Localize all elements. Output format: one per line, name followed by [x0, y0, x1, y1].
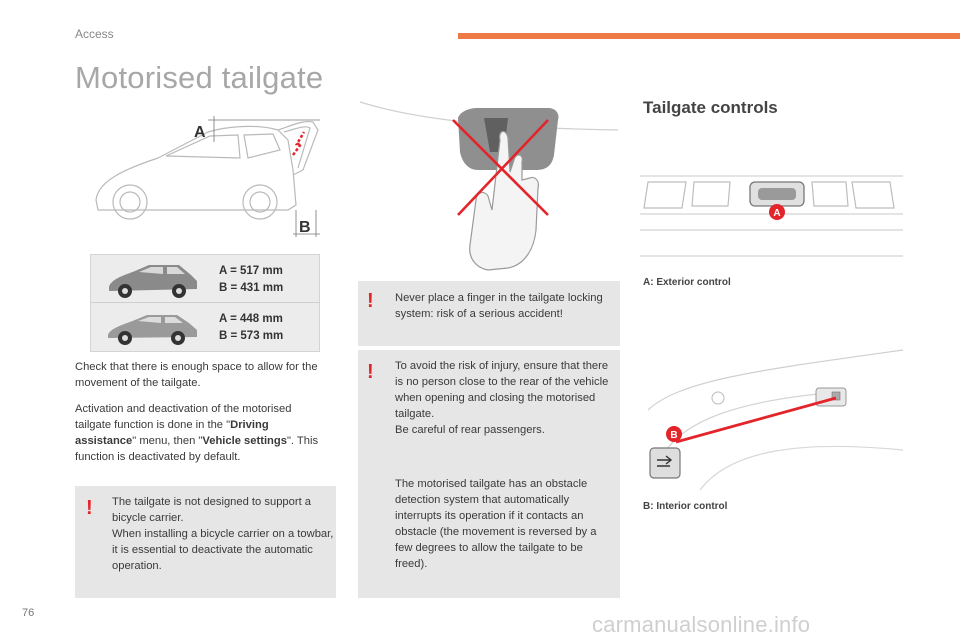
- menu-driving-assistance: Driving assistance: [75, 419, 269, 447]
- injury-warning-text: To avoid the risk of injury, ensure that there is no person close to the rear of the vehicle when opening and closing the motorised tailgate. Be careful of rear passengers.: [395, 360, 609, 436]
- exterior-control-caption: A: Exterior control: [643, 277, 731, 288]
- hand-in-latch-illustration: [358, 100, 620, 275]
- activation-instruction: [75, 401, 330, 465]
- finger-warning-text: Never place a finger in the tailgate locking system: risk of a serious accident!: [395, 292, 603, 320]
- suv-silhouette: [105, 261, 200, 301]
- marker-a: A: [773, 208, 781, 219]
- menu-vehicle-settings: Vehicle settings: [202, 435, 287, 447]
- section-label: Access: [75, 27, 114, 41]
- bicycle-carrier-warning: [75, 486, 336, 598]
- estate-silhouette: [105, 308, 200, 348]
- warning-icon: !: [367, 361, 374, 383]
- page-number: 76: [22, 607, 35, 619]
- bicycle-warning-text: The tailgate is not designed to support a bicycle carrier. When installing a bicycle carrier on a towbar, it is essential to deactivate the automatic operation.: [112, 496, 334, 572]
- estate-dimension-b: B = 573 mm: [219, 330, 284, 342]
- panel-divider: [91, 302, 319, 303]
- car-tailgate-clearance-diagram: [88, 110, 333, 245]
- safety-warning: [358, 350, 620, 598]
- tailgate-controls-heading: Tailgate controls: [643, 98, 778, 117]
- space-instruction: Check that there is enough space to allow for the movement of the tailgate.: [75, 361, 318, 389]
- activation-text-post: ". This function is deactivated by default.: [75, 435, 319, 463]
- activation-text-mid: " menu, then ": [132, 435, 203, 447]
- marker-b: B: [670, 430, 678, 441]
- warning-icon: !: [86, 497, 93, 519]
- page-title: Motorised tailgate: [75, 60, 324, 95]
- dimension-label-b: B: [299, 219, 311, 236]
- finger-warning: [358, 281, 620, 346]
- activation-text-pre: Activation and deactivation of the motorised tailgate function is done in the ": [75, 403, 292, 431]
- obstacle-detection-text: The motorised tailgate has an obstacle detection system that automatically interrupts its operation if it contacts an obstacle (the movement is reversed by a few degrees to allow the tailgate to be freed).: [395, 478, 597, 570]
- interior-control-caption: B: Interior control: [643, 501, 728, 512]
- section-accent-bar: [458, 33, 960, 39]
- estate-dimension-a: A = 448 mm: [219, 313, 283, 325]
- suv-dimension-a: A = 517 mm: [219, 265, 283, 277]
- watermark: carmanualsonline.info: [592, 612, 811, 637]
- suv-dimension-b: B = 431 mm: [219, 282, 284, 294]
- dimensions-panel: [90, 254, 320, 352]
- interior-control-illustration: [640, 350, 905, 495]
- dimension-label-a: A: [194, 124, 206, 141]
- exterior-control-illustration: [640, 170, 905, 260]
- warning-icon: !: [367, 290, 374, 312]
